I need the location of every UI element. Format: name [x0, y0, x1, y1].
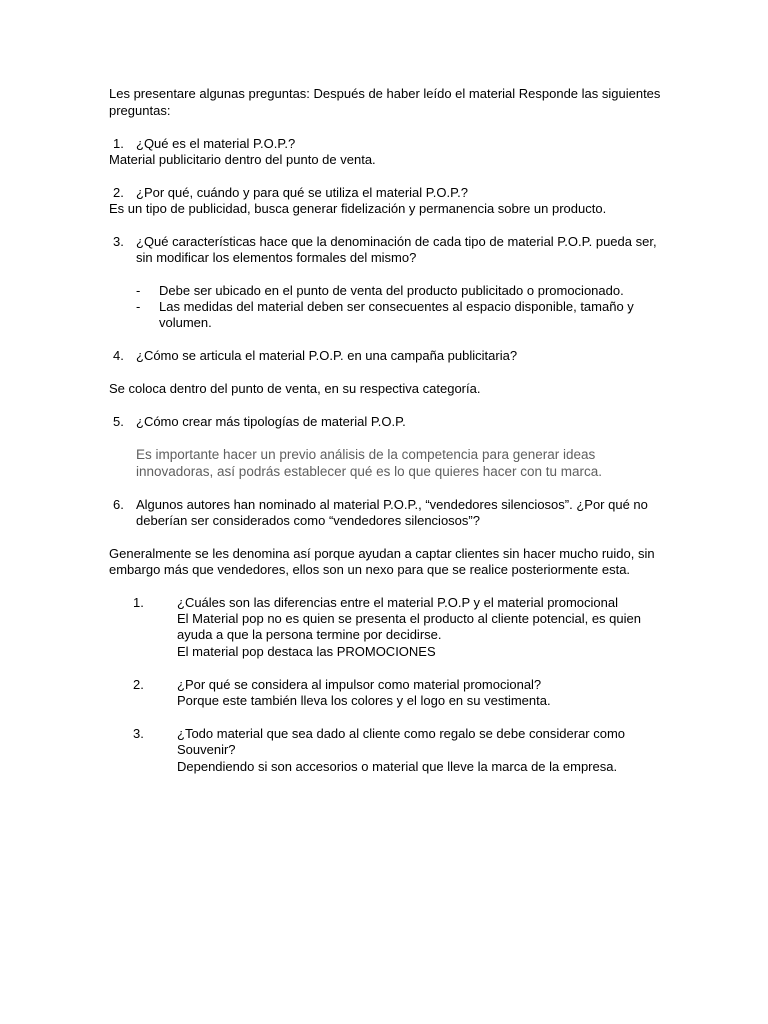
sub2-line-2: Porque este también lleva los colores y el logo en su vestimenta. — [177, 693, 551, 708]
q6-question-line-2: deberían ser considerados como “vendedores silenciosos”? — [136, 513, 480, 528]
q4-answer: Se coloca dentro del punto de venta, en su respectiva categoría. — [109, 381, 481, 396]
q3-bullet-2: Las medidas del material deben ser consecuentes al espacio disponible, tamaño y — [159, 299, 634, 314]
q5-answer-line-2: innovadoras, así podrás establecer qué es lo que quieres hacer con tu marca. — [136, 464, 603, 479]
q4-number: 4. — [113, 348, 124, 363]
q1-number: 1. — [113, 136, 124, 151]
q2-number: 2. — [113, 185, 124, 200]
intro-line-2: preguntas: — [109, 103, 171, 118]
q2-question: ¿Por qué, cuándo y para qué se utiliza el material P.O.P.? — [136, 185, 468, 200]
sub2-line-1: ¿Por qué se considera al impulsor como material promocional? — [177, 677, 542, 692]
q3-question-line-2: sin modificar los elementos formales del mismo? — [136, 250, 417, 265]
intro-line-1: Les presentare algunas preguntas: Después de haber leído el material Responde las siguientes — [109, 86, 661, 101]
q6-question-line-1: Algunos autores han nominado al material P.O.P., “vendedores silenciosos”. ¿Por qué no — [136, 497, 648, 512]
q1-question: ¿Qué es el material P.O.P.? — [136, 136, 296, 151]
q3-bullet-2-cont: volumen. — [159, 315, 212, 330]
sub1-line-3: ayuda a que la persona termine por decidirse. — [177, 627, 442, 642]
sub2-number: 2. — [133, 677, 144, 692]
q4-question: ¿Cómo se articula el material P.O.P. en una campaña publicitaria? — [136, 348, 518, 363]
q6-answer-line-1: Generalmente se les denomina así porque ayudan a captar clientes sin hacer mucho ruido, sin — [109, 546, 655, 561]
sub3-line-1: ¿Todo material que sea dado al cliente como regalo se debe considerar como — [177, 726, 626, 741]
q3-bullet-marker-1: - — [136, 283, 141, 298]
sub3-number: 3. — [133, 726, 144, 741]
q5-question: ¿Cómo crear más tipologías de material P.O.P. — [136, 414, 406, 429]
sub3-line-3: Dependiendo si son accesorios o material que lleve la marca de la empresa. — [177, 759, 618, 774]
q6-number: 6. — [113, 497, 124, 512]
q1-answer: Material publicitario dentro del punto de venta. — [109, 152, 376, 167]
sub1-line-1: ¿Cuáles son las diferencias entre el material P.O.P y el material promocional — [177, 595, 619, 610]
q3-question-line-1: ¿Qué características hace que la denominación de cada tipo de material P.O.P. pueda ser, — [136, 234, 657, 249]
q5-answer-line-1: Es importante hacer un previo análisis de la competencia para generar ideas — [136, 447, 596, 462]
sub3-line-2: Souvenir? — [177, 742, 236, 757]
q5-number: 5. — [113, 414, 124, 429]
sub1-line-2: El Material pop no es quien se presenta el producto al cliente potencial, es quien — [177, 611, 641, 626]
q3-bullet-marker-2: - — [136, 299, 141, 314]
q2-answer: Es un tipo de publicidad, busca generar fidelización y permanencia sobre un producto. — [109, 201, 607, 216]
sub1-line-4: El material pop destaca las PROMOCIONES — [177, 644, 436, 659]
q6-answer-line-2: embargo más que vendedores, ellos son un nexo para que se realice posteriormente esta. — [109, 562, 631, 577]
q3-number: 3. — [113, 234, 124, 249]
q3-bullet-1: Debe ser ubicado en el punto de venta del producto publicitado o promocionado. — [159, 283, 624, 298]
sub1-number: 1. — [133, 595, 144, 610]
